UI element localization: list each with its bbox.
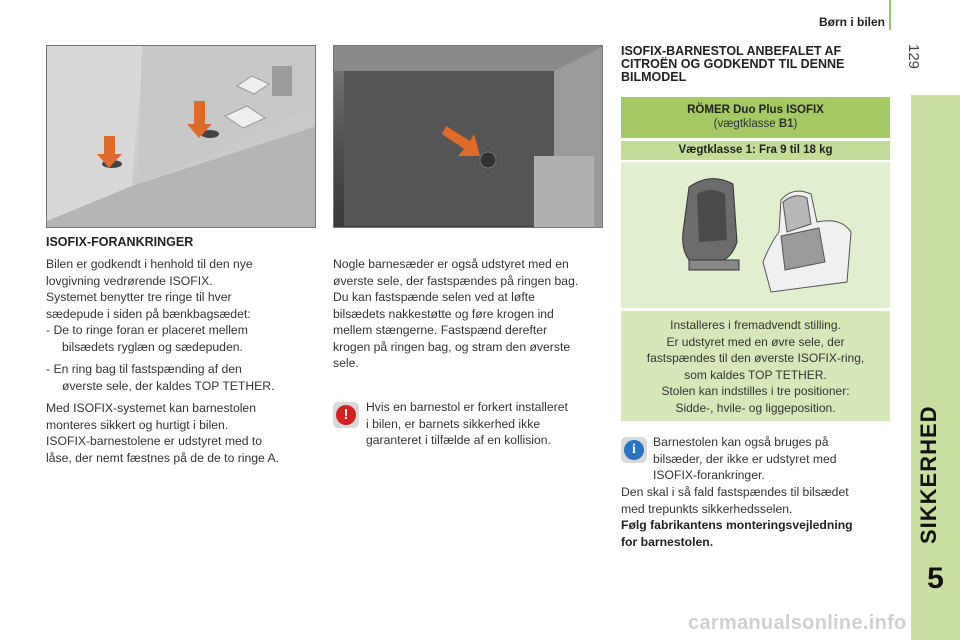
child-seat-drawing <box>621 162 890 308</box>
weight-class-suffix: ) <box>793 118 798 130</box>
text-line: Barnestolen kan også bruges på <box>653 435 829 449</box>
seat-model-name: RÖMER Duo Plus ISOFIX <box>687 104 824 116</box>
chapter-number: 5 <box>927 562 944 595</box>
text-line: Hvis en barnestol er forkert installeret <box>366 400 568 414</box>
text-line: Installeres i fremadvendt stilling. <box>670 318 841 332</box>
bold-line: Følg fabrikantens monteringsvejledning <box>621 518 853 532</box>
top-tether-text <box>333 256 608 372</box>
text-line: Sidde-, hvile- og liggeposition. <box>675 400 836 415</box>
seat-description <box>621 311 890 421</box>
text-line: Med ISOFIX-systemet kan barnestolen <box>46 401 256 415</box>
heading-line: CITROËN OG GODKENDT TIL DENNE <box>621 57 845 71</box>
rear-ring-photo <box>333 45 603 228</box>
isofix-intro <box>46 256 321 466</box>
text-line: bilsæder, der ikke er udstyret med <box>653 451 837 466</box>
text-line: ISOFIX-forankringer. <box>653 468 765 482</box>
info-glyph: i <box>624 440 644 460</box>
warning-text <box>366 399 606 449</box>
text-line: fastspændes til den øverste ISOFIX-ring, <box>646 351 865 365</box>
heading-line: BILMODEL <box>621 70 687 84</box>
isofix-seat-photo <box>46 45 316 228</box>
text-line: mellem stængerne. Fastspænd derefter <box>333 323 548 337</box>
weight-class <box>621 118 890 130</box>
info-continued <box>621 484 896 550</box>
weight-class-label: Vægtklasse 1: Fra 9 til 18 kg <box>621 141 890 160</box>
text-line: Bilen er godkendt i henhold til den nye <box>46 257 253 271</box>
text-line: ISOFIX-barnestolene er udstyret med to <box>46 434 263 448</box>
weight-class-code: B1 <box>778 118 794 130</box>
child-seat-illustration <box>621 162 890 308</box>
seat-model-header <box>621 97 890 138</box>
header-rule <box>889 0 891 30</box>
text-line: Du kan fastspænde selen ved at løfte <box>333 290 535 304</box>
text-line: med trepunkts sikkerhedsselen. <box>621 501 793 516</box>
bullet-line: bilsædets ryglæn og sædepuden. <box>62 339 243 354</box>
isofix-heading: ISOFIX-FORANKRINGER <box>46 235 194 249</box>
info-icon <box>621 437 647 463</box>
text-line: sædepude i siden på bænkbagsædet: <box>46 306 251 321</box>
text-line: låse, der nemt fæstnes på de de to ringe A. <box>46 450 280 465</box>
warning-icon <box>333 402 359 428</box>
watermark: carmanualsonline.info <box>688 612 907 634</box>
section-label: SIKKERHED <box>916 405 941 544</box>
text-line: lovgivning vedrørende ISOFIX. <box>46 273 213 288</box>
bullet-line: øverste sele, der kaldes TOP TETHER. <box>62 378 275 393</box>
text-line: i bilen, er barnets sikkerhed ikke <box>366 416 541 431</box>
seat-illustration <box>47 46 316 228</box>
text-line: sele. <box>333 356 359 370</box>
text-line: Systemet benytter tre ringe til hver <box>46 290 232 304</box>
heading-line: ISOFIX-BARNESTOL ANBEFALET AF <box>621 44 842 58</box>
weight-class-prefix: (vægtklasse <box>713 118 779 130</box>
bold-line: for barnestolen. <box>621 534 714 549</box>
text-line: bilsædets nakkestøtte og føre krogen ind <box>333 306 554 321</box>
running-header: Børn i bilen <box>819 15 885 29</box>
info-text <box>653 434 893 484</box>
bullet-line: - De to ringe foran er placeret mellem <box>46 323 248 337</box>
recommended-seat-heading <box>621 45 891 84</box>
text-line: Den skal i så fald fastspændes til bilsædet <box>621 485 849 499</box>
text-line: Er udstyret med en øvre sele, der <box>666 334 845 349</box>
warning-glyph: ! <box>336 405 356 425</box>
text-line: Stolen kan indstilles i tre positioner: <box>661 384 850 398</box>
bullet-line: - En ring bag til fastspænding af den <box>46 362 242 376</box>
page-number: 129 <box>905 44 922 70</box>
text-line: Nogle barnesæder er også udstyret med en <box>333 257 569 271</box>
text-line: som kaldes TOP TETHER. <box>684 367 827 382</box>
section-tab <box>911 95 960 640</box>
text-line: krogen på ringen bag, og stram den øverste <box>333 339 571 354</box>
text-line: øverste sele, der fastspændes på ringen bag. <box>333 273 579 288</box>
cargo-illustration <box>334 46 603 228</box>
text-line: garanteret i tilfælde af en kollision. <box>366 433 551 447</box>
text-line: monteres sikkert og hurtigt i bilen. <box>46 417 229 432</box>
